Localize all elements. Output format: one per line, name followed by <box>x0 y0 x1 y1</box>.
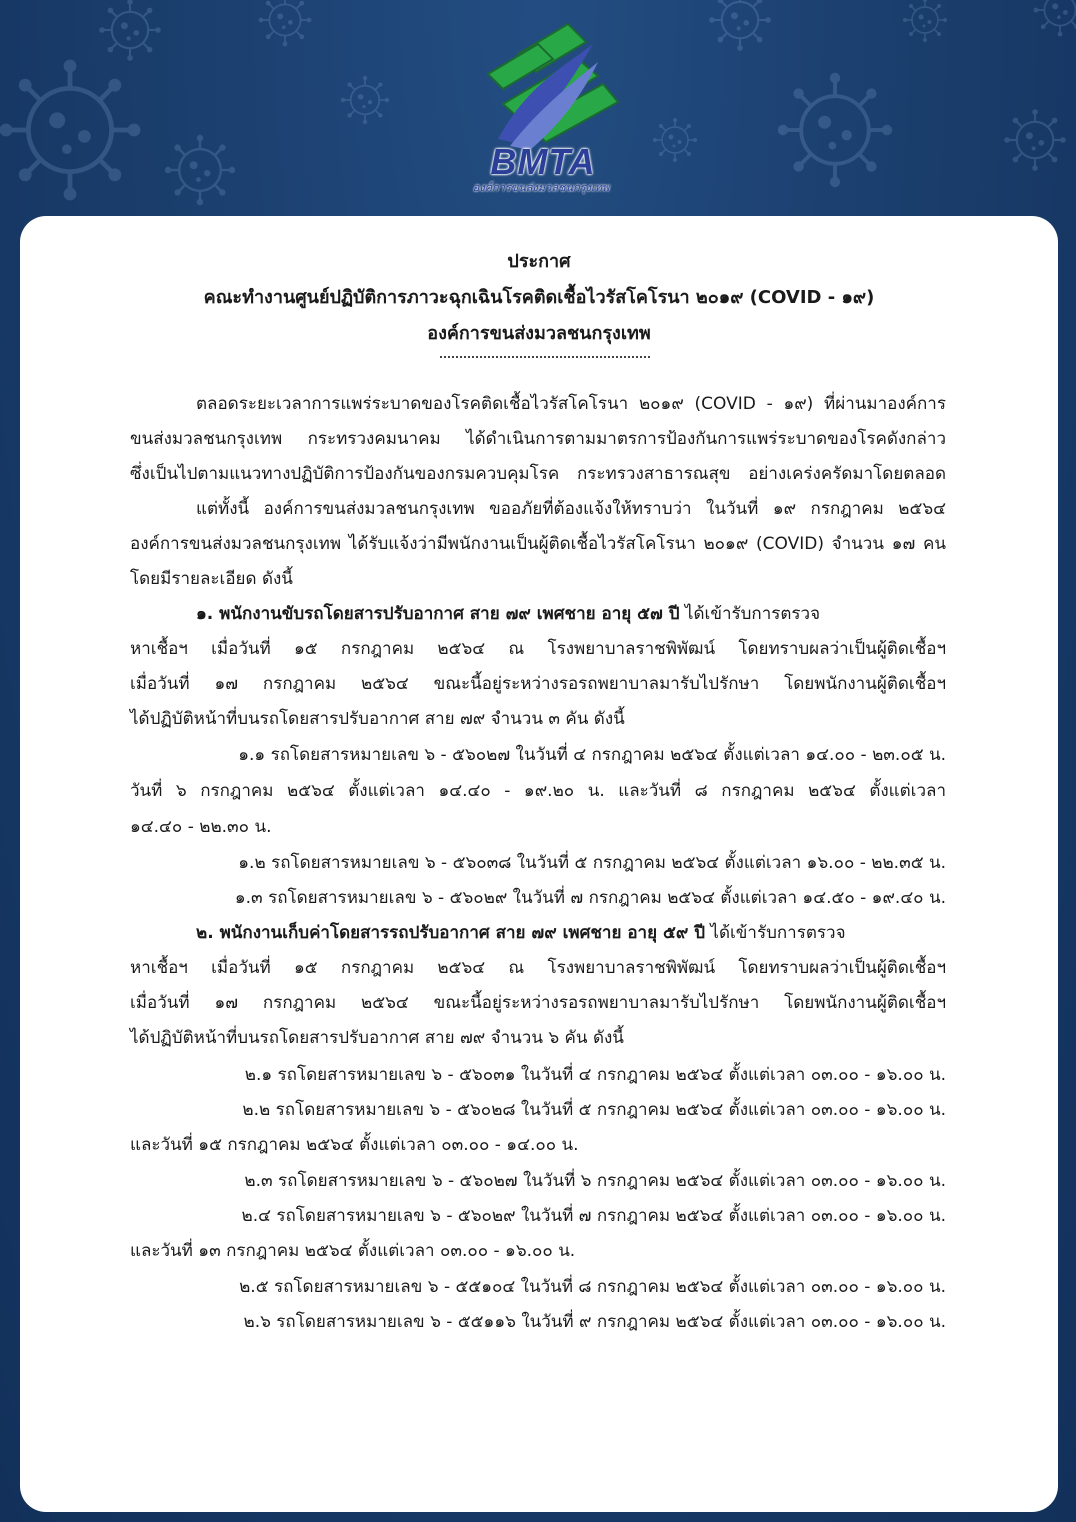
bus-item: ๒.๒ รถโดยสารหมายเลข ๖ - ๕๖๐๒๘ ในวันที่ ๕ กรกฎาคม ๒๕๖๔ ตั้งแต่เวลา ๐๓.๐๐ - ๑๖.๐๐ น. <box>242 1100 946 1120</box>
bus-item: ๑.๑ รถโดยสารหมายเลข ๖ - ๕๖๐๒๗ ในวันที่ ๔ กรกฎาคม ๒๕๖๔ ตั้งแต่เวลา ๑๔.๐๐ - ๒๓.๐๕ น. <box>238 745 946 765</box>
section-heading <box>196 602 946 626</box>
bus-item: ๒.๑ รถโดยสารหมายเลข ๖ - ๕๖๐๓๑ ในวันที่ ๔ กรกฎาคม ๒๕๖๔ ตั้งแต่เวลา ๐๓.๐๐ - ๑๖.๐๐ น. <box>244 1065 946 1085</box>
paragraph-line: องค์การขนส่งมวลชนกรุงเทพ ได้รับแจ้งว่ามีพนักงานเป็นผู้ติดเชื้อไวรัสโคโรนา ๒๐๑๙ (COVID) จำนวน ๑๗ คน <box>130 534 946 554</box>
paragraph-line: ขนส่งมวลชนกรุงเทพ กระทรวงคมนาคม ได้ดำเนินการตามมาตรการป้องกันการแพร่ระบาดของโรคดังกล่าว <box>130 429 946 449</box>
paragraph-line: โดยมีรายละเอียด ดังนี้ <box>130 569 293 589</box>
bus-item: ๒.๔ รถโดยสารหมายเลข ๖ - ๕๖๐๒๙ ในวันที่ ๗ กรกฎาคม ๒๕๖๔ ตั้งแต่เวลา ๐๓.๐๐ - ๑๖.๐๐ น. <box>241 1206 946 1226</box>
bus-item: และวันที่ ๑๕ กรกฎาคม ๒๕๖๔ ตั้งแต่เวลา ๐๓.๐๐ - ๑๔.๐๐ น. <box>130 1135 579 1155</box>
section-heading-rest: ได้เข้ารับการตรวจ <box>679 604 821 624</box>
section-heading <box>196 921 946 945</box>
bus-item: ๑.๒ รถโดยสารหมายเลข ๖ - ๕๖๐๓๘ ในวันที่ ๕ กรกฎาคม ๒๕๖๔ ตั้งแต่เวลา ๑๖.๐๐ - ๒๒.๓๕ น. <box>238 853 946 873</box>
section-heading-rest: ได้เข้ารับการตรวจ <box>705 923 846 943</box>
bus-item: ๒.๓ รถโดยสารหมายเลข ๖ - ๕๖๐๒๗ ในวันที่ ๖ กรกฎาคม ๒๕๖๔ ตั้งแต่เวลา ๐๓.๐๐ - ๑๖.๐๐ น. <box>244 1171 946 1191</box>
paragraph-line: หาเชื้อฯ เมื่อวันที่ ๑๕ กรกฎาคม ๒๕๖๔ ณ โรงพยาบาลราชพิพัฒน์ โดยทราบผลว่าเป็นผู้ติดเชื้อฯ <box>130 639 946 659</box>
paragraph-line: หาเชื้อฯ เมื่อวันที่ ๑๕ กรกฎาคม ๒๕๖๔ ณ โรงพยาบาลราชพิพัฒน์ โดยทราบผลว่าเป็นผู้ติดเชื้อฯ <box>130 958 946 978</box>
bus-item: ๒.๕ รถโดยสารหมายเลข ๖ - ๕๕๑๐๔ ในวันที่ ๘ กรกฎาคม ๒๕๖๔ ตั้งแต่เวลา ๐๓.๐๐ - ๑๖.๐๐ น. <box>239 1277 946 1297</box>
section-heading-bold: ๑. พนักงานขับรถโดยสารปรับอากาศ สาย ๗๙ เพศชาย อายุ ๕๗ ปี <box>196 604 680 624</box>
bus-item: วันที่ ๖ กรกฎาคม ๒๕๖๔ ตั้งแต่เวลา ๑๔.๔๐ - ๑๙.๒๐ น. และวันที่ ๘ กรกฎาคม ๒๕๖๔ ตั้งแต่เวลา <box>130 781 946 801</box>
paragraph-line: แต่ทั้งนี้ องค์การขนส่งมวลชนกรุงเทพ ขออภัยที่ต้องแจ้งให้ทราบว่า ในวันที่ ๑๙ กรกฎาคม ๒๕๖๔ <box>196 499 946 519</box>
logo-word: BMTA <box>490 141 596 182</box>
paragraph-line: เมื่อวันที่ ๑๗ กรกฎาคม ๒๕๖๔ ขณะนี้อยู่ระหว่างรอรถพยาบาลมารับไปรักษา โดยพนักงานผู้ติดเชื้อฯ <box>130 674 946 694</box>
paragraph-line: เมื่อวันที่ ๑๗ กรกฎาคม ๒๕๖๔ ขณะนี้อยู่ระหว่างรอรถพยาบาลมารับไปรักษา โดยพนักงานผู้ติดเชื้อฯ <box>130 993 946 1013</box>
section-heading-bold: ๒. พนักงานเก็บค่าโดยสารรถปรับอากาศ สาย ๗๙ เพศชาย อายุ ๕๙ ปี <box>196 923 705 943</box>
paragraph-line: ซึ่งเป็นไปตามแนวทางปฏิบัติการป้องกันของกรมควบคุมโรค กระทรวงสาธารณสุข อย่างเคร่งครัดมาโดยตลอด <box>130 464 946 484</box>
bus-item: ๒.๖ รถโดยสารหมายเลข ๖ - ๕๕๑๑๖ ในวันที่ ๙ กรกฎาคม ๒๕๖๔ ตั้งแต่เวลา ๐๓.๐๐ - ๑๖.๐๐ น. <box>243 1312 946 1332</box>
bus-item: ๑.๓ รถโดยสารหมายเลข ๖ - ๕๖๐๒๙ ในวันที่ ๗ กรกฎาคม ๒๕๖๔ ตั้งแต่เวลา ๑๔.๕๐ - ๑๙.๔๐ น. <box>234 888 946 908</box>
paragraph-line: ได้ปฏิบัติหน้าที่บนรถโดยสารปรับอากาศ สาย ๗๙ จำนวน ๖ คัน ดังนี้ <box>130 1028 624 1048</box>
logo-subtitle: องค์การขนส่งมวลชนกรุงเทพ <box>472 182 610 194</box>
announcement-card <box>20 216 1058 1512</box>
bus-item: และวันที่ ๑๓ กรกฎาคม ๒๕๖๔ ตั้งแต่เวลา ๐๓.๐๐ - ๑๖.๐๐ น. <box>130 1241 576 1261</box>
bus-item: ๑๔.๔๐ - ๒๒.๓๐ น. <box>130 817 272 837</box>
header-committee: คณะทำงานศูนย์ปฏิบัติการภาวะฉุกเฉินโรคติดเชื้อไวรัสโคโรนา ๒๐๑๙ (COVID - ๑๙) <box>203 287 875 308</box>
paragraph-line: ได้ปฏิบัติหน้าที่บนรถโดยสารปรับอากาศ สาย ๗๙ จำนวน ๓ คัน ดังนี้ <box>130 709 625 729</box>
dotted-divider <box>440 356 650 358</box>
header-organization: องค์การขนส่งมวลชนกรุงเทพ <box>427 323 651 344</box>
header-title: ประกาศ <box>507 251 571 272</box>
paragraph-line: ตลอดระยะเวลาการแพร่ระบาดของโรคติดเชื้อไวรัสโคโรนา ๒๐๑๙ (COVID - ๑๙) ที่ผ่านมาองค์การ <box>196 394 946 414</box>
